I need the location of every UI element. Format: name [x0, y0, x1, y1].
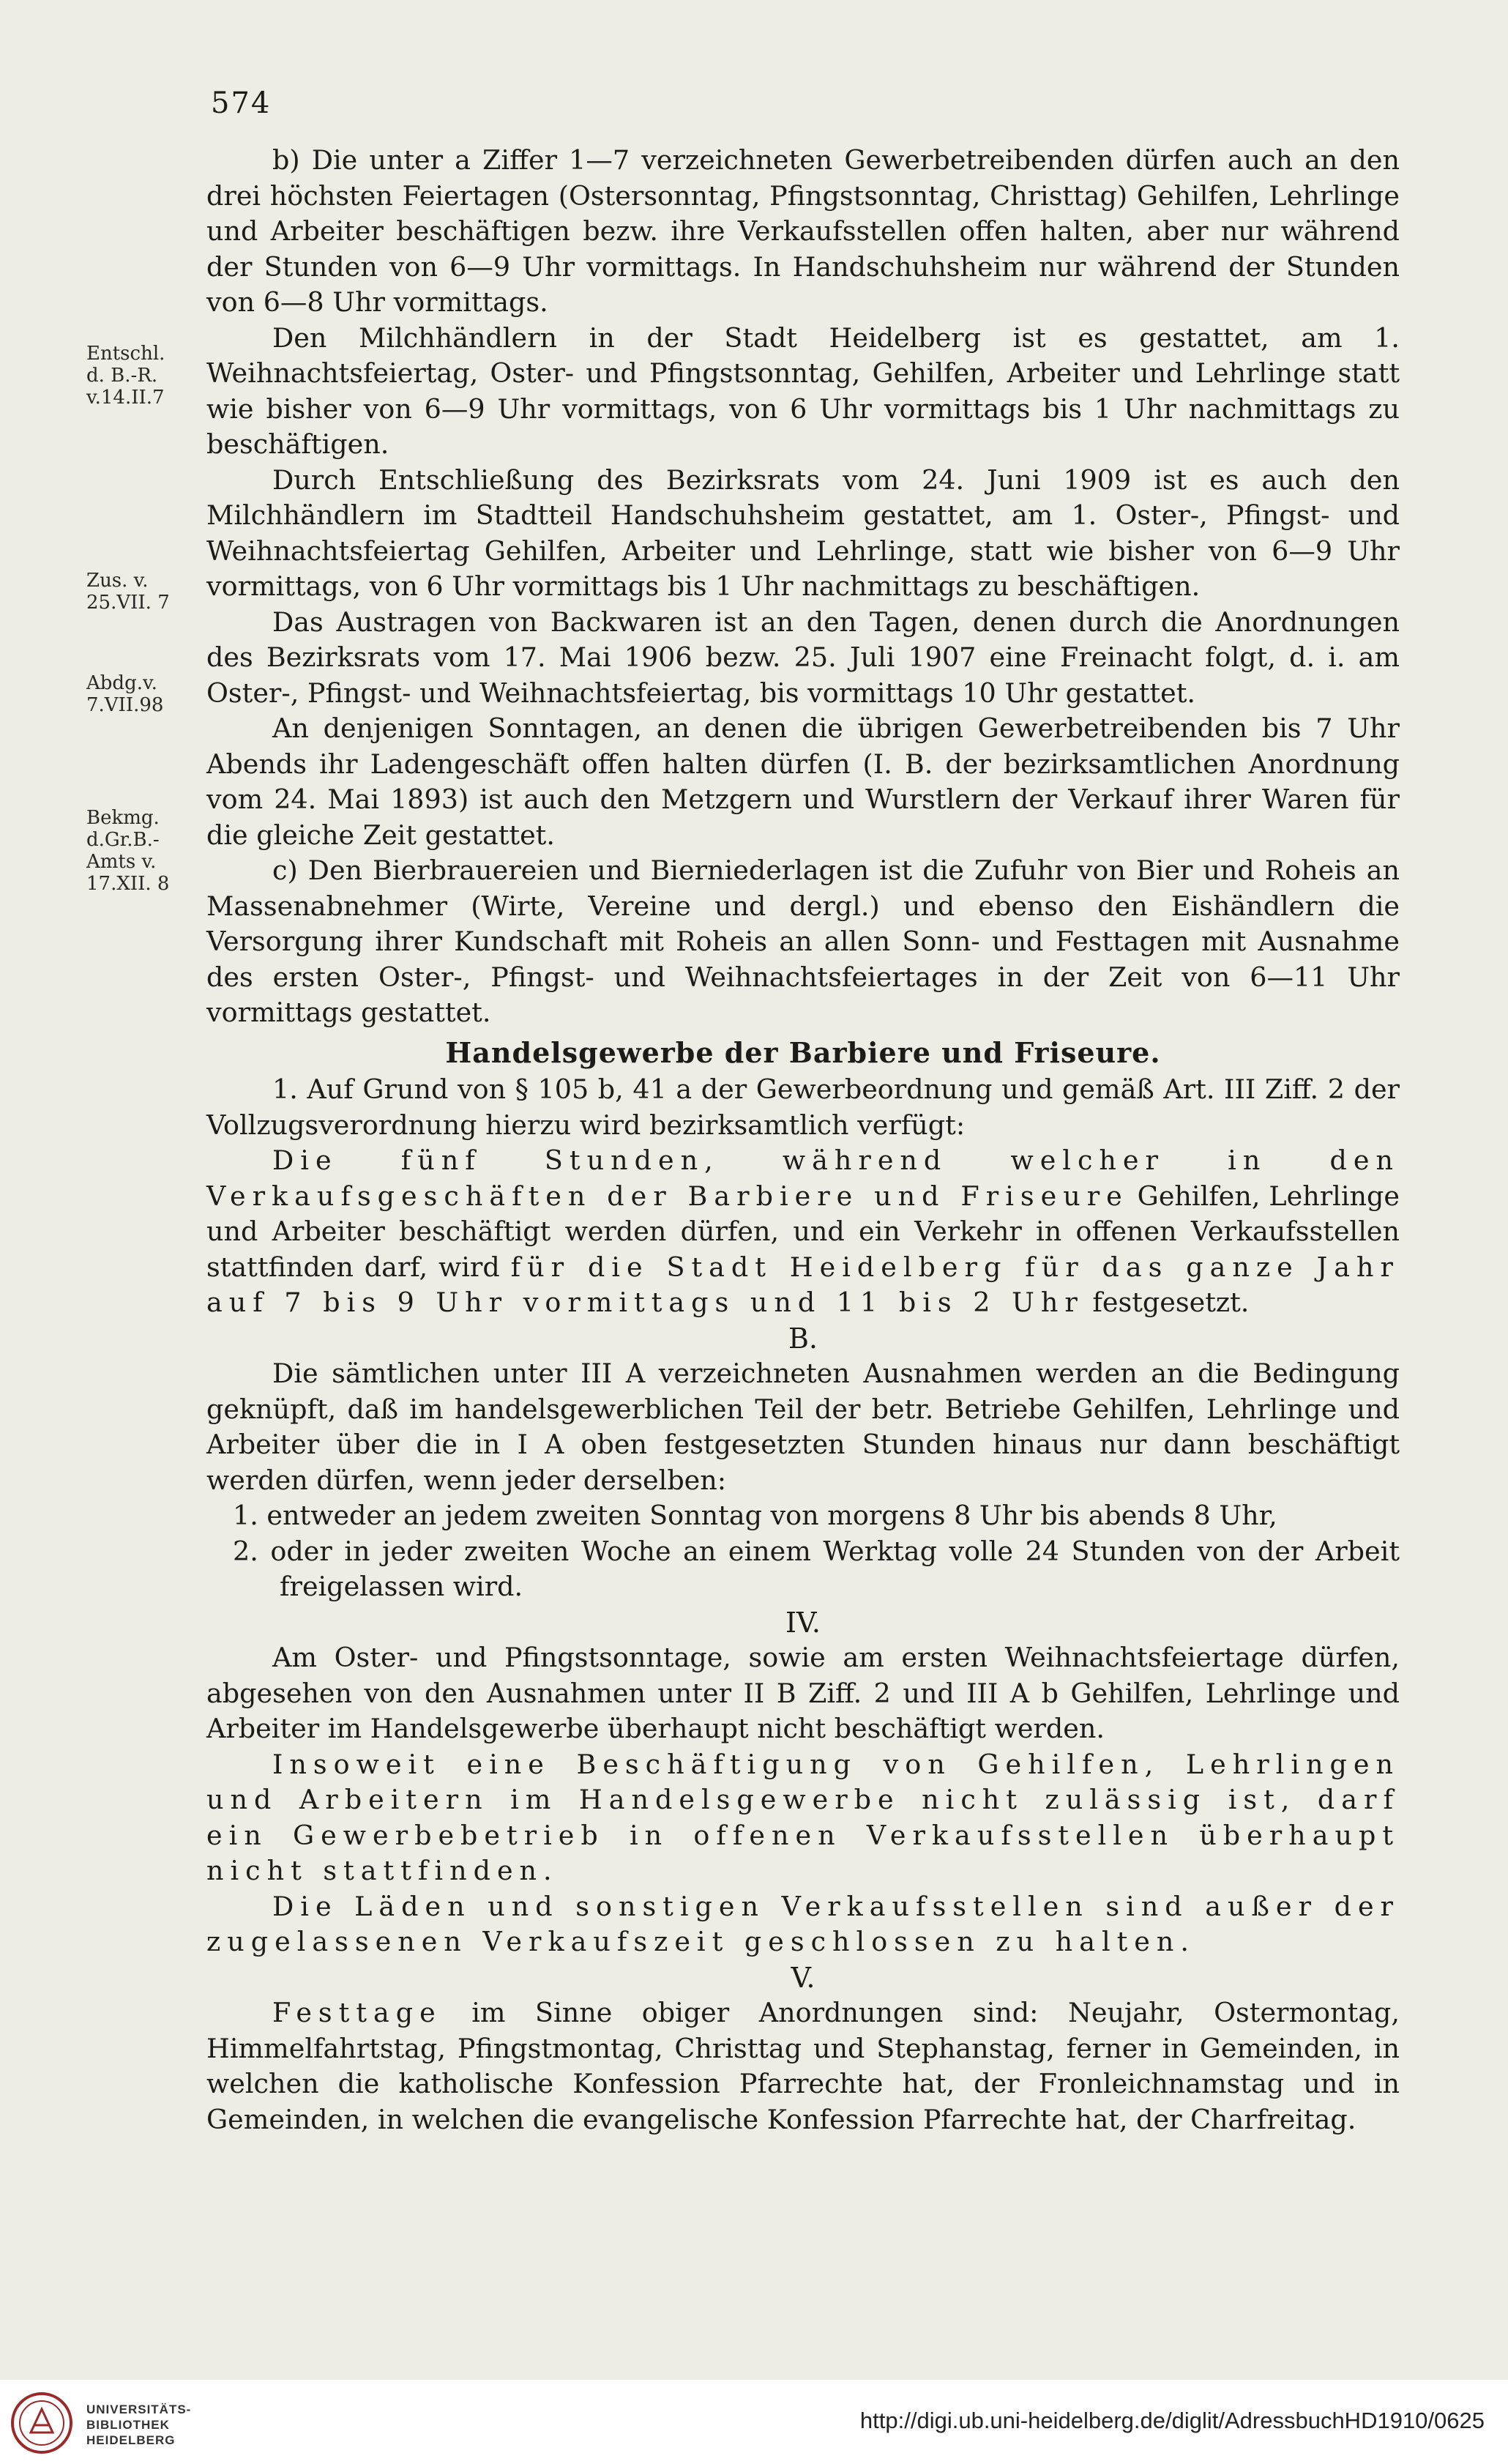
margin-note: 25.VII. 7: [86, 592, 170, 614]
source-url[interactable]: http://digi.ub.uni-heidelberg.de/diglit/AdressbuchHD1910/0625: [859, 2408, 1485, 2433]
subsection-heading-iv: IV.: [785, 1606, 821, 1639]
margin-note-entschl: [86, 343, 165, 409]
section-heading: Handelsgewerbe der Barbiere und Friseure.: [445, 1035, 1161, 1069]
margin-note-bekmg: [86, 807, 169, 895]
university-seal-icon: [10, 2392, 73, 2454]
body-text: [206, 143, 1400, 2137]
paragraph: [206, 1995, 1400, 2137]
paragraph: [206, 1143, 1400, 1321]
spaced-text: Die fünf Stunden, während welcher in den Verkaufsgeschäften der Barbiere und Friseure: [206, 1144, 1400, 1212]
margin-note: d.Gr.B.-: [86, 829, 160, 851]
margin-note: 7.VII.98: [86, 694, 164, 716]
spaced-text: für die Stadt Heidelberg für das ganze Jahr auf 7 bis 9 Uhr vormittags und 11 bis 2 Uhr: [206, 1251, 1400, 1318]
margin-note: Bekmg.: [86, 807, 160, 829]
margin-note: 17.XII. 8: [86, 873, 170, 895]
margin-note: v.14.II.7: [86, 387, 165, 409]
text: Gehilfen, Lehrlinge und Arbeiter beschäftigt werden dürfen, und ein Verkehr in offenen Verkaufsstellen stattfinden darf, wird: [206, 1180, 1400, 1283]
footer-bar: [0, 2380, 1508, 2464]
paragraph: Die sämtlichen unter III A verzeichneten Ausnahmen werden an die Bedingung geknüpft, daß im handelsgewerblichen Teil der betr. Betriebe Gehilfen, Lehrlinge und Arbeiter über die in I A oben festgesetzten Stunden hinaus nur dann beschäftigt werden dürfen, wenn jeder derselben:: [206, 1358, 1400, 1496]
paragraph: Das Austragen von Backwaren ist an den Tagen, denen durch die Anordnungen des Bezirksrats vom 17. Mai 1906 bezw. 25. Juli 1907 eine Freinacht folgt, d. i. am Oster-, Pfingst- und Weihnachtsfeiertag, bis vormittags 10 Uhr gestattet.: [206, 606, 1400, 709]
margin-note-abdg: [86, 672, 163, 716]
paragraph: Am Oster- und Pfingstsonntage, sowie am ersten Weihnachtsfeiertage dürfen, abgesehen von den Ausnahmen unter II B Ziff. 2 und III A b Gehilfen, Lehrlinge und Arbeiter im Handelsgewerbe überhaupt nicht beschäftigt werden.: [206, 1642, 1400, 1744]
library-name-line: UNIVERSITÄTS-: [86, 2402, 192, 2416]
list-item: 2. oder in jeder zweiten Woche an einem Werktag volle 24 Stunden von der Arbeit freigelassen wird.: [233, 1535, 1400, 1602]
paragraph: c) Den Bierbrauereien und Bierniederlagen ist die Zufuhr von Bier und Roheis an Massenabnehmer (Wirte, Vereine und dergl.) und ebenso den Eishändlern die Versorgung ihrer Kundschaft mit Roheis an allen Sonn- und Festtagen mit Ausnahme des ersten Oster-, Pfingst- und Weihnachtsfeiertages in der Zeit von 6—11 Uhr vormittags gestattet.: [206, 855, 1400, 1028]
paragraph: b) Die unter a Ziffer 1—7 verzeichneten Gewerbetreibenden dürfen auch an den drei höchsten Feiertagen (Ostersonntag, Pfingstsonntag, Christtag) Gehilfen, Lehrlinge und Arbeiter beschäftigen bezw. ihre Verkaufsstellen offen halten, aber nur während der Stunden von 6—9 Uhr vormittags. In Handschuhsheim nur während der Stunden von 6—8 Uhr vormittags.: [206, 144, 1400, 318]
spaced-paragraph: Insoweit eine Beschäftigung von Gehilfen, Lehrlingen und Arbeitern im Handelsgewerbe nicht zulässig ist, darf ein Gewerbebetrieb in offenen Verkaufsstellen überhaupt nicht stattfinden.: [206, 1748, 1400, 1886]
subsection-heading-v: V.: [791, 1961, 815, 1994]
library-name: [86, 2402, 191, 2448]
margin-note-zus: [86, 570, 170, 614]
list-item: 1. entweder an jedem zweiten Sonntag von morgens 8 Uhr bis abends 8 Uhr,: [233, 1500, 1277, 1531]
margin-note: Amts v.: [86, 851, 157, 873]
library-name-line: BIBLIOTHEK: [86, 2418, 170, 2432]
margin-note: Entschl.: [86, 343, 165, 365]
subsection-heading-b: B.: [788, 1322, 818, 1355]
paragraph: Den Milchhändlern in der Stadt Heidelberg ist es gestattet, am 1. Weihnachtsfeiertag, Oster- und Pfingstsonntag, Gehilfen, Arbeiter und Lehrlinge statt wie bisher von 6—9 Uhr vormittags, von 6 Uhr vormittags bis 1 Uhr nachmittags zu beschäftigen.: [206, 321, 1400, 460]
paragraph: Durch Entschließung des Bezirksrats vom 24. Juni 1909 ist es auch den Milchhändlern im Stadtteil Handschuhsheim gestattet, am 1. Oster-, Pfingst- und Weihnachtsfeiertag Gehilfen, Arbeiter und Lehrlinge, statt wie bisher von 6—9 Uhr vormittags, von 6 Uhr vormittags bis 1 Uhr nachmittags zu beschäftigen.: [206, 464, 1400, 602]
spaced-text: Festtage: [272, 1997, 442, 2028]
spaced-paragraph: Die Läden und sonstigen Verkaufsstellen sind außer der zugelassenen Verkaufszeit geschlossen zu halten.: [206, 1890, 1400, 1957]
library-name-line: HEIDELBERG: [86, 2433, 176, 2447]
margin-note: Zus. v.: [86, 570, 149, 592]
page-number: 574: [211, 86, 272, 120]
margin-note: Abdg.v.: [86, 672, 157, 694]
paragraph: An denjenigen Sonntagen, an denen die übrigen Gewerbetreibenden bis 7 Uhr Abends ihr Ladengeschäft offen halten dürfen (I. B. der bezirksamtlichen Anordnung vom 24. Mai 1893) ist auch den Metzgern und Wurstlern der Verkauf ihrer Waren für die gleiche Zeit gestattet.: [206, 712, 1400, 851]
margin-note: d. B.-R.: [86, 365, 158, 387]
paragraph: 1. Auf Grund von § 105 b, 41 a der Gewerbeordnung und gemäß Art. III Ziff. 2 der Vollzugsverordnung hierzu wird bezirksamtlich verfügt:: [206, 1073, 1400, 1141]
text: im Sinne obiger Anordnungen sind: Neujahr, Ostermontag, Himmelfahrtstag, Pfingstmontag, Christtag und Stephanstag, ferner in Gemeinden, in welchen die katholische Konfession Pfarrechte hat, der Fronleichnamstag und in Gemeinden, in welchen die evangelische Konfession Pfarrechte hat, der Charfreitag.: [206, 1997, 1400, 2135]
text: festgesetzt.: [1092, 1287, 1250, 1318]
